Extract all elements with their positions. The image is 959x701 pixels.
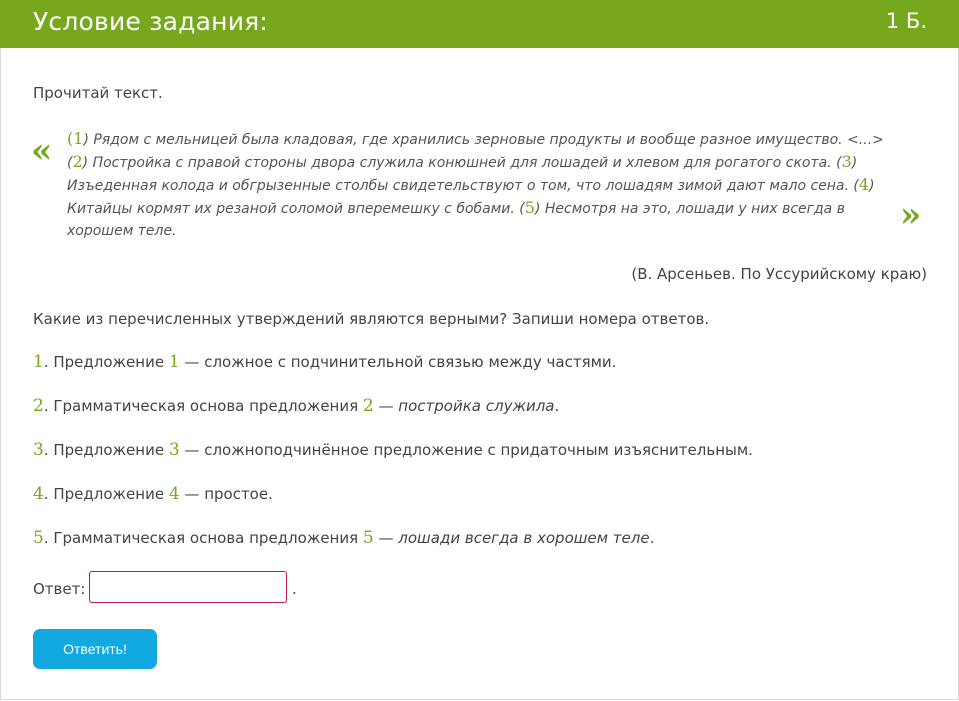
task-title: Условие задания: [33,7,269,36]
option-text: . Предложение [43,485,169,503]
option-number: 1 [33,352,44,372]
option-emphasis: лошади всегда в хорошем теле [398,529,650,547]
option-text: — сложноподчинённое предложение с придаточным изъяснительным. [179,441,753,459]
option-text: — сложное с подчинительной связью между частями. [179,353,617,371]
option-number: 4 [33,484,44,504]
option-text: . Предложение [43,353,169,371]
sentence-text: ) Изъеденная колода и обгрызенные столбы свидетельствуют о том, что лошадям зимой дают мало сена. ( [67,155,859,194]
option-item [33,528,654,548]
passage-text: (1) Рядом с мельницей была кладовая, где хранились зерновые продукты и вообще разное имущество. <...> (2) Постройка с правой стороны двора служила конюшней для лошадей и хлевом для рогатого скота. (3) Изъеденная колода и обгрызенные столбы свидетельствуют о том, что лошадям зимой дают мало сена. (4) Китайцы кормят их резаной соломой вперемешку с бобами. (5) Несмотря на это, лошади у них всегда в хорошем теле. [67,129,884,239]
task-header [0,0,959,48]
option-sentence-ref: 5 [362,528,374,548]
option-item [33,484,273,504]
answer-input[interactable] [89,571,287,603]
option-sentence-ref: 4 [168,484,180,504]
quote-close-icon: » [900,195,922,235]
submit-answer-button[interactable]: Ответить! [33,629,157,669]
question-text: Какие из перечисленных утверждений являются верными? Запиши номера ответов. [33,310,710,328]
intro-text: Прочитай текст. [33,84,163,102]
quote-open-icon: « [31,131,53,171]
option-sentence-ref: 1 [168,352,180,372]
option-text: . [649,529,655,547]
option-emphasis: постройка служила [398,397,555,415]
sentence-number: 2 [72,152,83,171]
option-text: . Грамматическая основа предложения [43,529,363,547]
option-number: 3 [33,440,44,460]
option-number: 5 [33,528,44,548]
answer-suffix: . [292,580,297,598]
option-item [33,396,559,416]
sentence-number: 5 [524,198,535,217]
sentence-text: ) Рядом с мельницей была кладовая, где хранились зерновые продукты и вообще разное имущество. <...> ( [67,132,884,171]
passage-source: (В. Арсеньев. По Уссурийскому краю) [631,265,927,283]
option-text: — [373,397,399,415]
option-text: — [373,529,399,547]
answer-label: Ответ: [33,580,86,598]
option-text: . Предложение [43,441,169,459]
option-item [33,440,753,460]
option-item [33,352,616,372]
sentence-number: 1 [73,129,84,148]
option-number: 2 [33,396,44,416]
sentence-text: ) Китайцы кормят их резаной соломой вперемешку с бобами. ( [67,178,875,217]
sentence-text: ) Несмотря на это, лошади у них всегда в хорошем теле. [67,201,845,239]
option-sentence-ref: 2 [362,396,374,416]
task-score: 1 Б. [885,9,927,33]
option-text: — простое. [179,485,273,503]
sentence-text: ) Постройка с правой стороны двора служила конюшней для лошадей и хлевом для рогатого скота. ( [82,155,842,171]
sentence-number: 4 [858,175,870,194]
option-text: . [554,397,560,415]
sentence-number: 3 [841,152,852,171]
option-text: . Грамматическая основа предложения [43,397,363,415]
option-sentence-ref: 3 [168,440,180,460]
